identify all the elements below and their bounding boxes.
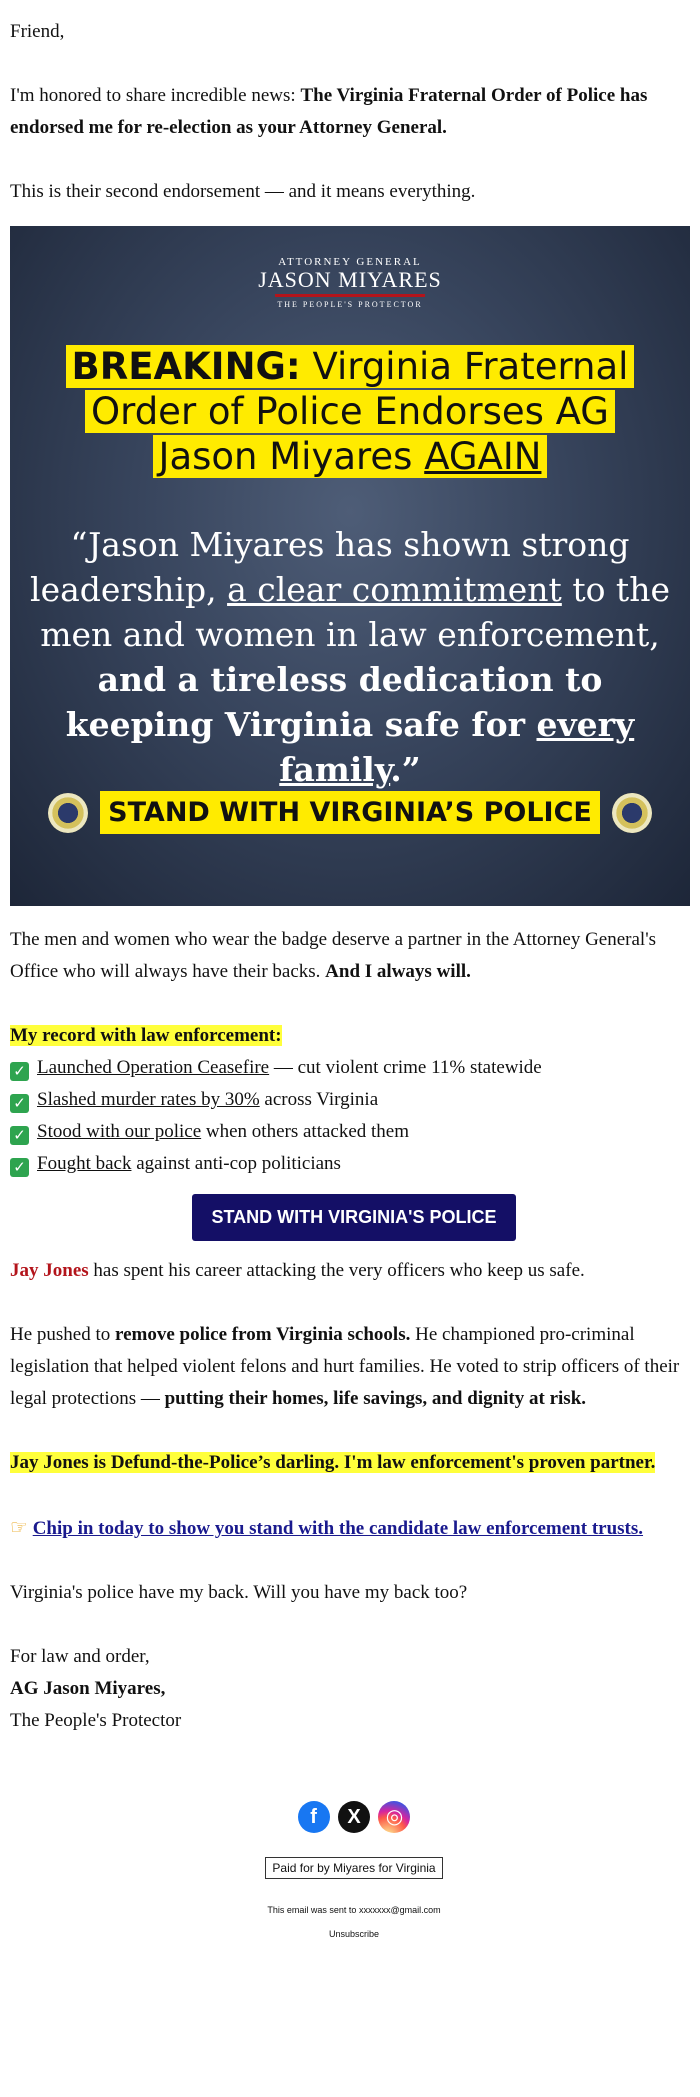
- check-mark-icon: ✓: [10, 1094, 29, 1113]
- graphic-quote: [30, 522, 670, 792]
- opponent-paragraph: [10, 1255, 698, 1287]
- campaign-logo: [10, 256, 690, 309]
- sent-to-text: This email was sent to xxxxxxx@gmail.com: [267, 1905, 441, 1915]
- attack-text-a: He pushed to: [10, 1324, 116, 1345]
- logo-underline: [275, 294, 425, 297]
- signature-name: AG Jason Miyares,: [10, 1678, 166, 1699]
- contrast-paragraph: [10, 1447, 698, 1479]
- graphic-headline: [50, 344, 650, 479]
- headline-again: AGAIN: [424, 435, 542, 478]
- signoff: For law and order,: [10, 1646, 150, 1667]
- check-mark-icon: ✓: [10, 1158, 29, 1177]
- stand-with-police-button[interactable]: STAND WITH VIRGINIA'S POLICE: [192, 1194, 517, 1241]
- record-attack-paragraph: [10, 1319, 698, 1415]
- signature-title: The People's Protector: [10, 1710, 182, 1731]
- check-mark-icon: ✓: [10, 1062, 29, 1081]
- opponent-name: Jay Jones: [10, 1260, 89, 1281]
- logo-line-3: THE PEOPLE'S PROTECTOR: [277, 300, 423, 309]
- donate-paragraph: [10, 1511, 698, 1545]
- record-item-text: across Virginia: [259, 1089, 379, 1110]
- headline-breaking: BREAKING:: [71, 345, 301, 388]
- email-footer: [10, 1801, 698, 1939]
- record-item-underline: Launched Operation Ceasefire: [37, 1057, 270, 1078]
- endorsement-graphic[interactable]: [10, 226, 690, 906]
- police-badge-icon: [48, 793, 88, 833]
- attack-bold-b: putting their homes, life savings, and dignity at risk.: [164, 1388, 587, 1409]
- record-item-text: against anti-cop politicians: [131, 1153, 341, 1174]
- closing-question: Virginia's police have my back. Will you have my back too?: [10, 1582, 468, 1603]
- quote-part-b: to the men and women in law enforcement,: [40, 570, 670, 654]
- x-icon[interactable]: X: [338, 1801, 370, 1833]
- attack-bold-a: remove police from Virginia schools.: [115, 1324, 411, 1345]
- logo-line-1: ATTORNEY GENERAL: [278, 256, 422, 268]
- badge-text: The men and women who wear the badge deserve a partner in the Attorney General's Office who will always have their backs.: [10, 929, 657, 982]
- quote-bold-underline: every family: [279, 705, 635, 789]
- facebook-icon[interactable]: f: [298, 1801, 330, 1833]
- contrast-text: Jay Jones is Defund-the-Police’s darling. I'm law enforcement's proven partner.: [10, 1452, 656, 1473]
- list-item: [10, 1084, 698, 1116]
- record-item-text: — cut violent crime 11% statewide: [269, 1057, 542, 1078]
- donate-link[interactable]: Chip in today to show you stand with the candidate law enforcement trusts.: [32, 1518, 644, 1539]
- list-item: [10, 1052, 698, 1084]
- graphic-strip-text: STAND WITH VIRGINIA’S POLICE: [100, 791, 600, 834]
- graphic-strip: [10, 791, 690, 834]
- attack-text-b: He championed pro-criminal legislation that helped violent felons and hurt families. He voted to strip officers of their legal protections —: [10, 1324, 680, 1409]
- record-item-underline: Fought back: [37, 1153, 132, 1174]
- opponent-text: has spent his career attacking the very officers who keep us safe.: [88, 1260, 585, 1281]
- record-item-underline: Stood with our police: [37, 1121, 202, 1142]
- check-mark-icon: ✓: [10, 1126, 29, 1145]
- record-item-text: when others attacked them: [201, 1121, 410, 1142]
- badge-bold: And I always will.: [325, 961, 471, 982]
- second-endorsement-paragraph: This is their second endorsement — and it means everything.: [10, 181, 476, 202]
- list-item: [10, 1116, 698, 1148]
- greeting: Friend,: [10, 21, 65, 42]
- intro-lead: I'm honored to share incredible news:: [10, 85, 301, 106]
- list-item: [10, 1148, 698, 1180]
- paid-for-by-box: Paid for by Miyares for Virginia: [265, 1857, 442, 1879]
- social-links: [10, 1801, 698, 1833]
- intro-bold: The Virginia Fraternal Order of Police has endorsed me for re-election as your Attorney General.: [10, 85, 648, 138]
- instagram-icon[interactable]: ◎: [378, 1801, 410, 1833]
- pointing-hand-icon: ☞: [10, 1515, 28, 1539]
- headline-text: Virginia Fraternal Order of Police Endorses AG Jason Miyares: [91, 345, 629, 478]
- quote-bold: and a tireless dedication to keeping Virginia safe for: [65, 660, 603, 744]
- record-list: [10, 1020, 698, 1180]
- intro-paragraph: [10, 80, 698, 144]
- quote-part-a: “Jason Miyares has shown strong leadership,: [30, 525, 630, 609]
- badge-paragraph: [10, 924, 698, 988]
- quote-underline: a clear commitment: [227, 570, 562, 609]
- logo-line-2: JASON MIYARES: [258, 267, 442, 292]
- record-item-underline: Slashed murder rates by 30%: [37, 1089, 260, 1110]
- record-title: My record with law enforcement:: [10, 1025, 282, 1046]
- quote-end: .”: [390, 750, 421, 789]
- unsubscribe-link[interactable]: Unsubscribe: [328, 1929, 380, 1939]
- police-badge-icon: [612, 793, 652, 833]
